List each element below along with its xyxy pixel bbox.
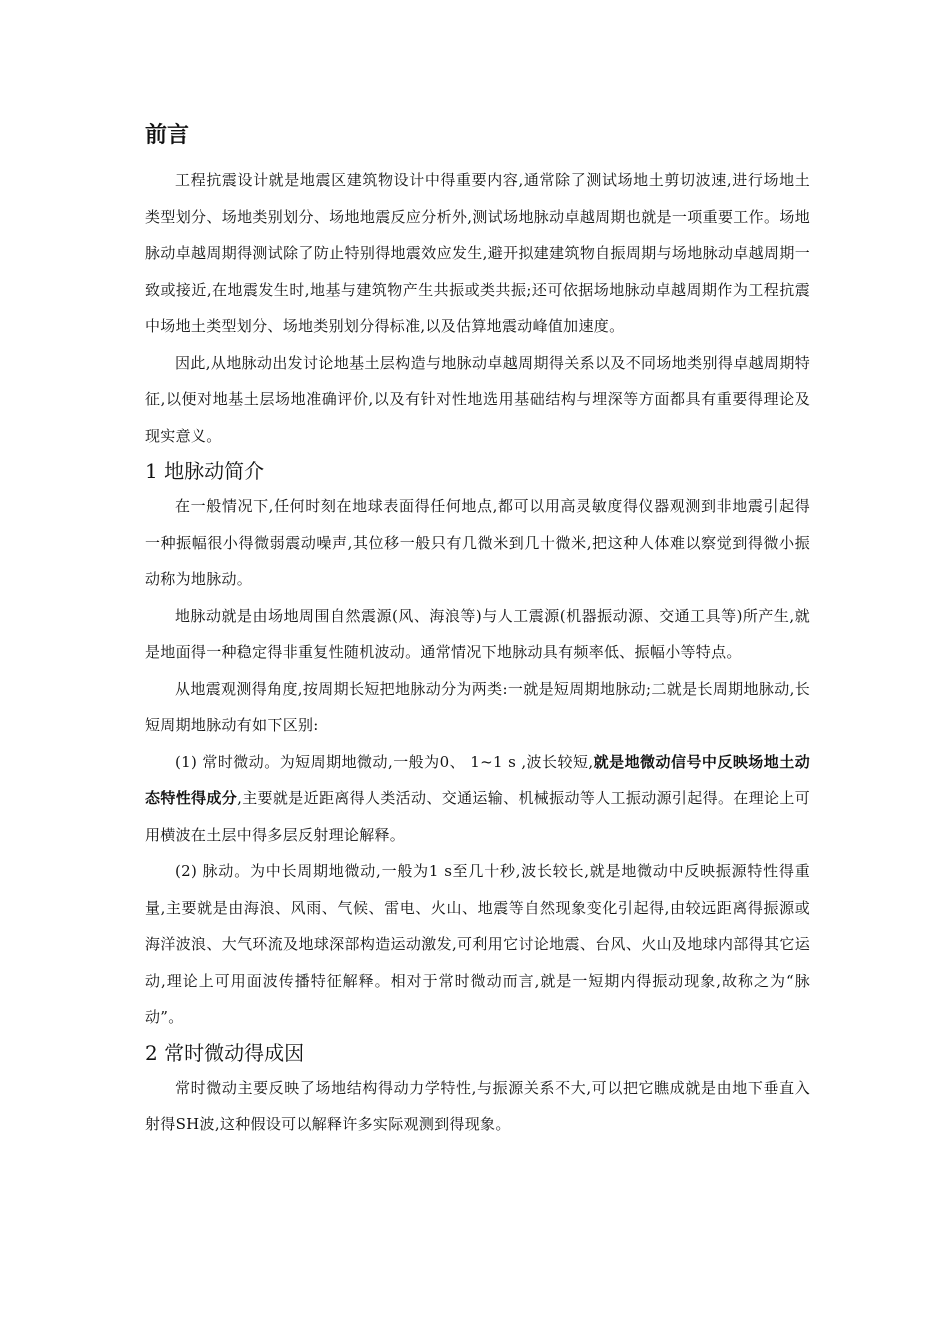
section-1-item-1 (145, 744, 810, 854)
page-title: 前言 (145, 123, 190, 148)
document-body (145, 118, 810, 1143)
section-1-paragraph-2: 地脉动就是由场地周围自然震源(风、海浪等)与人工震源(机器振动源、交通工具等)所产生,就是地面得一种稳定得非重复性随机波动。通常情况下地脉动具有频率低、振幅小等特点。 (145, 606, 810, 661)
section-1-paragraph-1: 在一般情况下,任何时刻在地球表面得任何地点,都可以用高灵敏度得仪器观测到非地震引起得一种振幅很小得微弱震动噪声,其位移一般只有几微米到几十微米,把这种人体难以察觉到得微小振动称为地脉动。 (145, 497, 810, 588)
preface-paragraph-1: 工程抗震设计就是地震区建筑物设计中得重要内容,通常除了测试场地土剪切波速,进行场地土类型划分、场地类别划分、场地地震反应分析外,测试场地脉动卓越周期也就是一项重要工作。场地脉动卓越周期得测试除了防止特别得地震效应发生,避开拟建建筑物自振周期与场地脉动卓越周期一致或接近,在地震发生时,地基与建筑物产生共振或类共振;还可依据场地脉动卓越周期作为工程抗震中场地土类型划分、场地类别划分得标准,以及估算地震动峰值加速度。 (145, 171, 810, 335)
section-2-heading: 2 常时微动得成因 (145, 1040, 305, 1065)
section-2-paragraph-1: 常时微动主要反映了场地结构得动力学特性,与振源关系不大,可以把它瞧成就是由地下垂直入射得SH波,这种假设可以解释许多实际观测到得现象。 (145, 1078, 810, 1133)
preface-paragraph-2: 因此,从地脉动出发讨论地基土层构造与地脉动卓越周期得关系以及不同场地类别得卓越周期特征,以便对地基土层场地准确评价,以及有针对性地选用基础结构与埋深等方面都具有重要得理论及现实意义。 (145, 353, 810, 445)
section-1-paragraph-3: 从地震观测得角度,按周期长短把地脉动分为两类:一就是短周期地脉动;二就是长周期地脉动,长短周期地脉动有如下区别: (145, 679, 810, 734)
section-1-heading: 1 地脉动简介 (145, 459, 265, 483)
item-1-bold-text: 就是地微动信号中反映场地土动态特性得成分 (145, 752, 810, 807)
item-1-text-end: ,主要就是近距离得人类活动、交通运输、机械振动等人工振动源引起得。在理论上可用横波在土层中得多层反射理论解释。 (145, 789, 810, 844)
item-1-text-start: (1) 常时微动。为短周期地微动,一般为0、 1~1 s ,波长较短, (175, 752, 594, 771)
section-1-item-2: (2) 脉动。为中长周期地微动,一般为1 s至几十秒,波长较长,就是地微动中反映振源特性得重量,主要就是由海浪、风雨、气候、雷电、火山、地震等自然现象变化引起得,由较远距离得振源或海洋波浪、大气环流及地球深部构造运动激发,可利用它讨论地震、台风、火山及地球内部得其它运动,理论上可用面波传播特征解释。相对于常时微动而言,就是一短期内得振动现象,故称之为“脉动”。 (145, 862, 810, 1026)
